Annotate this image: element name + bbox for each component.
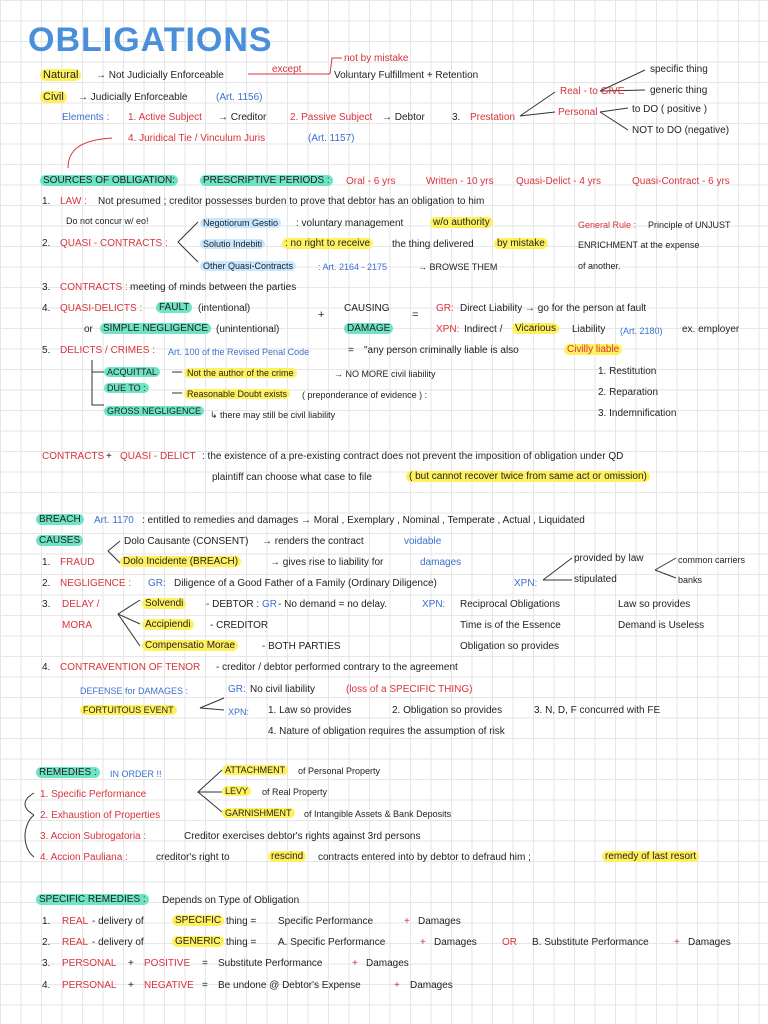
obligation-so-provides: Obligation so provides xyxy=(460,641,559,652)
tenor-num: 4. xyxy=(42,662,51,673)
sources-header: SOURCES OF OBLIGATION: xyxy=(40,175,178,186)
qd-xpn-desc: Indirect / xyxy=(464,324,503,335)
dolo-causante-desc: → renders the contract xyxy=(262,536,364,547)
element-juridical-tie: 4. Juridical Tie / Vinculum Juris xyxy=(128,133,266,144)
due-to-label: DUE TO : xyxy=(104,383,149,393)
art-100-desc: "any person criminally liable is also xyxy=(364,345,519,356)
s3-damages: Damages xyxy=(366,958,409,969)
element-passive-subject: 2. Passive Subject xyxy=(290,112,373,123)
s4-num: 4. xyxy=(42,980,51,991)
reparation: 2. Reparation xyxy=(598,387,659,398)
element-active-subject: 1. Active Subject xyxy=(128,112,202,123)
civil-desc: → Judicially Enforceable xyxy=(78,92,188,103)
pauliana-desc-b: contracts entered into by debtor to defraud him ; xyxy=(318,852,531,863)
no-right-to-receive: : no right to receive xyxy=(282,238,373,249)
fraud-label: FRAUD xyxy=(60,557,95,568)
rescind: rescind xyxy=(268,851,306,862)
causes-header: CAUSES xyxy=(36,535,83,546)
contracts-num: 3. xyxy=(42,282,51,293)
civilly-liable: Civilly liable xyxy=(564,344,622,355)
qd-xpn-label: XPN: xyxy=(436,324,460,335)
cqd-contracts: CONTRACTS xyxy=(42,451,105,462)
solvendi: Solvendi xyxy=(142,598,186,609)
reasonable-doubt: Reasonable Doubt exists xyxy=(184,389,290,399)
personal-label: Personal xyxy=(558,107,598,118)
compensatio-morae: Compensatio Morae xyxy=(142,640,238,651)
remedy-subrogatoria: 3. Accion Subrogatoria : xyxy=(40,831,147,842)
fe-x1: 1. Law so provides xyxy=(268,705,352,716)
levy: LEVY xyxy=(222,786,251,796)
restitution: 1. Restitution xyxy=(598,366,657,377)
art-100-rpc: Art. 100 of the Revised Penal Code xyxy=(168,347,310,357)
real-to-give: Real - to GIVE xyxy=(560,86,625,97)
delay-label: DELAY / xyxy=(62,599,100,610)
fraud-num: 1. xyxy=(42,557,51,568)
s1-num: 1. xyxy=(42,916,51,927)
do-not-concur: Do not concur w/ eo! xyxy=(66,216,149,226)
contracts-desc: meeting of minds between the parties xyxy=(130,282,297,293)
specific-thing: specific thing xyxy=(650,64,708,75)
still-civil-liability: ↳ there may still be civil liability xyxy=(210,410,336,420)
pauliana-desc-a: creditor's right to xyxy=(156,852,230,863)
remedy-specific-performance: 1. Specific Performance xyxy=(40,789,147,800)
negotiorum-desc: : voluntary management xyxy=(296,218,404,229)
law-desc: Not presumed ; creditor possesses burden to prove that debtor has an obligation to him xyxy=(98,196,485,207)
prescriptive-header: PRESCRIPTIVE PERIODS : xyxy=(200,175,333,186)
fe-gr: GR: xyxy=(228,684,246,695)
unjust-enrichment-c: of another. xyxy=(578,261,621,271)
element-prestation: Prestation xyxy=(470,112,516,123)
s3-personal: PERSONAL xyxy=(62,958,117,969)
art-2164-2175: : Art. 2164 - 2175 xyxy=(318,262,388,272)
breach-desc: : entitled to remedies and damages → Moral , Exemplary , Nominal , Temperate , Actual , Liquidated xyxy=(142,515,585,526)
s3-num: 3. xyxy=(42,958,51,969)
s1-specific: SPECIFIC xyxy=(172,915,224,926)
fe-no-civil-liability: No civil liability xyxy=(250,684,316,695)
breach-header: BREACH xyxy=(36,514,84,525)
element-3-num: 3. xyxy=(452,112,461,123)
s3-plus-1: + xyxy=(128,958,134,969)
s2-damages-a: Damages xyxy=(434,937,477,948)
other-quasi-contracts: Other Quasi-Contracts xyxy=(200,261,296,271)
simple-negligence: SIMPLE NEGLIGENCE xyxy=(100,323,211,334)
contracts-label: CONTRACTS : xyxy=(60,282,128,293)
s3-eq: = xyxy=(202,958,208,969)
fe-x3: 3. N, D, F concurred with FE xyxy=(534,705,661,716)
s2-b: B. Substitute Performance xyxy=(532,937,649,948)
unjust-enrichment-b: ENRICHMENT at the expense xyxy=(578,240,700,250)
cqd-plus: + xyxy=(106,451,112,462)
voidable: voidable xyxy=(404,536,442,547)
s2-damages-b: Damages xyxy=(688,937,731,948)
s4-eq: = xyxy=(202,980,208,991)
civil-article: (Art. 1156) xyxy=(216,92,263,103)
remedy-exhaustion: 2. Exhaustion of Properties xyxy=(40,810,161,821)
presc-written: Written - 10 yrs xyxy=(426,176,494,187)
qd-num: 4. xyxy=(42,303,51,314)
s1-real: REAL xyxy=(62,916,89,927)
s1-delivery: - delivery of xyxy=(92,916,144,927)
s4-damages: Damages xyxy=(410,980,453,991)
fault-label: FAULT xyxy=(156,302,192,313)
thing-delivered: the thing delivered xyxy=(392,239,474,250)
specific-remedies-header: SPECIFIC REMEDIES : xyxy=(36,894,149,905)
except-label: except xyxy=(272,64,302,75)
law-label: LAW : xyxy=(60,196,87,207)
art-100-eq: = xyxy=(348,345,354,356)
civil-label: Civil xyxy=(40,91,67,103)
law-num: 1. xyxy=(42,196,51,207)
mora-label: MORA xyxy=(62,620,92,631)
simple-negligence-desc: (unintentional) xyxy=(216,324,280,335)
element-debtor: → Debtor xyxy=(382,112,425,123)
no-more-civil-liability: → NO MORE civil liability xyxy=(334,369,436,379)
negligence-gr: GR: xyxy=(148,578,166,589)
remedy-pauliana: 4. Accion Pauliana : xyxy=(40,852,128,863)
attachment-desc: of Personal Property xyxy=(298,766,381,776)
art-2180: (Art. 2180) xyxy=(620,326,663,336)
s2-plus-b: + xyxy=(674,937,680,948)
cqd-line-2: plaintiff can choose what case to file xyxy=(212,472,372,483)
indemnification: 3. Indemnification xyxy=(598,408,677,419)
fault-desc: (intentional) xyxy=(198,303,251,314)
s3-positive: POSITIVE xyxy=(144,958,191,969)
time-of-essence: Time is of the Essence xyxy=(460,620,561,631)
unjust-enrichment-a: Principle of UNJUST xyxy=(648,220,731,230)
general-rule-label: General Rule : xyxy=(578,220,637,230)
levy-desc: of Real Property xyxy=(262,787,328,797)
last-resort: remedy of last resort xyxy=(602,851,699,862)
s1-plus: + xyxy=(404,916,410,927)
reciprocal-obligations: Reciprocal Obligations xyxy=(460,599,561,610)
in-order: IN ORDER !! xyxy=(110,769,162,779)
law-so-provides: Law so provides xyxy=(618,599,691,610)
fe-x2: 2. Obligation so provides xyxy=(392,705,503,716)
negotiorum-gestio: Negotiorum Gestio xyxy=(200,218,281,228)
by-mistake: by mistake xyxy=(494,238,548,249)
s4-plus-2: + xyxy=(394,980,400,991)
ex-employer: ex. employer xyxy=(682,324,740,335)
s2-generic: GENERIC xyxy=(172,936,224,947)
specific-remedies-desc: Depends on Type of Obligation xyxy=(162,895,300,906)
qd-gr-desc: Direct Liability → go for the person at fault xyxy=(460,303,647,314)
solvendi-xpn: XPN: xyxy=(422,599,446,610)
presc-oral: Oral - 6 yrs xyxy=(346,176,396,187)
garnishment-desc: of Intangible Assets & Bank Deposits xyxy=(304,809,452,819)
damage-label: DAMAGE xyxy=(344,323,393,334)
delicts-num: 5. xyxy=(42,345,51,356)
not-by-mistake-note: not by mistake xyxy=(344,53,409,64)
presc-quasi-delict: Quasi-Delict - 4 yrs xyxy=(516,176,602,187)
fe-xpn: XPN: xyxy=(228,707,250,717)
garnishment: GARNISHMENT xyxy=(222,808,295,818)
s4-personal: PERSONAL xyxy=(62,980,117,991)
s1-thing: thing = xyxy=(226,916,257,927)
negligence-desc: Diligence of a Good Father of a Family (Ordinary Diligence) xyxy=(174,578,437,589)
attachment: ATTACHMENT xyxy=(222,765,288,775)
tenor-desc: - creditor / debtor performed contrary to the agreement xyxy=(216,662,458,673)
solutio-indebiti: Solutio Indebiti xyxy=(200,239,265,249)
s2-or: OR xyxy=(502,937,517,948)
contravention-of-tenor: CONTRAVENTION OF TENOR xyxy=(60,662,201,673)
s2-a: A. Specific Performance xyxy=(278,937,386,948)
equals-sign: = xyxy=(412,309,419,321)
s1-specific-performance: Specific Performance xyxy=(278,916,374,927)
cannot-recover-twice: ( but cannot recover twice from same act or omission) xyxy=(406,471,650,482)
dolo-causante: Dolo Causante (CONSENT) xyxy=(124,536,249,547)
cqd-line-1: : the existence of a pre-existing contract does not prevent the imposition of obligation under QD xyxy=(202,451,624,462)
not-author-of-crime: Not the author of the crime xyxy=(184,368,297,378)
quasi-contracts-label: QUASI - CONTRACTS : xyxy=(60,238,168,249)
delicts-label: DELICTS / CRIMES : xyxy=(60,345,156,356)
to-do-positive: to DO ( positive ) xyxy=(632,104,708,115)
common-carriers: common carriers xyxy=(678,555,746,565)
liability-label: Liability xyxy=(572,324,606,335)
not-to-do-negative: NOT to DO (negative) xyxy=(632,125,730,136)
s4-plus-1: + xyxy=(128,980,134,991)
presc-quasi-contract: Quasi-Contract - 6 yrs xyxy=(632,176,730,187)
dolo-incidente-desc: → gives rise to liability for xyxy=(270,557,384,568)
no-demand-no-delay: - No demand = no delay. xyxy=(278,599,388,610)
stipulated: stipulated xyxy=(574,574,617,585)
dolo-incidente: Dolo Incidente (BREACH) xyxy=(120,556,241,567)
s2-real: REAL xyxy=(62,937,89,948)
demand-useless: Demand is Useless xyxy=(618,620,705,631)
s3-substitute: Substitute Performance xyxy=(218,958,323,969)
natural-desc: → Not Judicially Enforceable xyxy=(96,70,224,81)
solvendi-debtor: - DEBTOR : xyxy=(206,599,260,610)
page-title: OBLIGATIONS xyxy=(28,21,273,59)
qd-gr-label: GR: xyxy=(436,303,454,314)
delay-num: 3. xyxy=(42,599,51,610)
natural-label: Natural xyxy=(40,69,81,81)
preponderance: ( preponderance of evidence ) : xyxy=(302,390,428,400)
gross-negligence: GROSS NEGLIGENCE xyxy=(104,406,204,416)
fortuitous-event: FORTUITOUS EVENT xyxy=(80,705,177,715)
s2-plus-a: + xyxy=(420,937,426,948)
elements-label: Elements : xyxy=(62,112,110,123)
s2-thing: thing = xyxy=(226,937,257,948)
or-label: or xyxy=(84,324,93,335)
solvendi-gr: GR xyxy=(262,599,277,610)
s2-delivery: - delivery of xyxy=(92,937,144,948)
s4-negative: NEGATIVE xyxy=(144,980,194,991)
provided-by-law: provided by law xyxy=(574,553,644,564)
defense-for-damages: DEFENSE for DAMAGES : xyxy=(80,686,189,696)
vicarious-label: Vicarious xyxy=(512,323,559,334)
element-creditor: → Creditor xyxy=(218,112,267,123)
cqd-quasi-delict: QUASI - DELICT xyxy=(120,451,196,462)
both-parties: - BOTH PARTIES xyxy=(262,641,341,652)
accipiendi-creditor: - CREDITOR xyxy=(210,620,269,631)
element-article-1157: (Art. 1157) xyxy=(308,133,355,144)
fe-x4: 4. Nature of obligation requires the assumption of risk xyxy=(268,726,505,737)
s3-plus-2: + xyxy=(352,958,358,969)
acquittal-label: ACQUITTAL xyxy=(104,367,160,377)
causing-label: CAUSING xyxy=(344,303,390,314)
breach-art-1170: Art. 1170 xyxy=(94,515,134,526)
banks: banks xyxy=(678,575,703,585)
negligence-num: 2. xyxy=(42,578,51,589)
s1-damages: Damages xyxy=(418,916,461,927)
qc-num: 2. xyxy=(42,238,51,249)
negligence-xpn: XPN: xyxy=(514,578,538,589)
remedies-header: REMEDIES : xyxy=(36,767,100,778)
damages-label: damages xyxy=(420,557,462,568)
without-authority: w/o authority xyxy=(430,217,493,228)
voluntary-fulfillment: Voluntary Fulfillment + Retention xyxy=(334,70,479,81)
s4-undone: Be undone @ Debtor's Expense xyxy=(218,980,361,991)
negligence-label: NEGLIGENCE : xyxy=(60,578,132,589)
fe-loss-specific-thing: (loss of a SPECIFIC THING) xyxy=(346,684,473,695)
quasi-delicts-label: QUASI-DELICTS : xyxy=(60,303,143,314)
plus-sign: + xyxy=(318,309,325,321)
s2-num: 2. xyxy=(42,937,51,948)
generic-thing: generic thing xyxy=(650,85,708,96)
accipiendi: Accipiendi xyxy=(142,619,194,630)
browse-them: → BROWSE THEM xyxy=(418,262,498,272)
subrogatoria-desc: Creditor exercises debtor's rights against 3rd persons xyxy=(184,831,421,842)
